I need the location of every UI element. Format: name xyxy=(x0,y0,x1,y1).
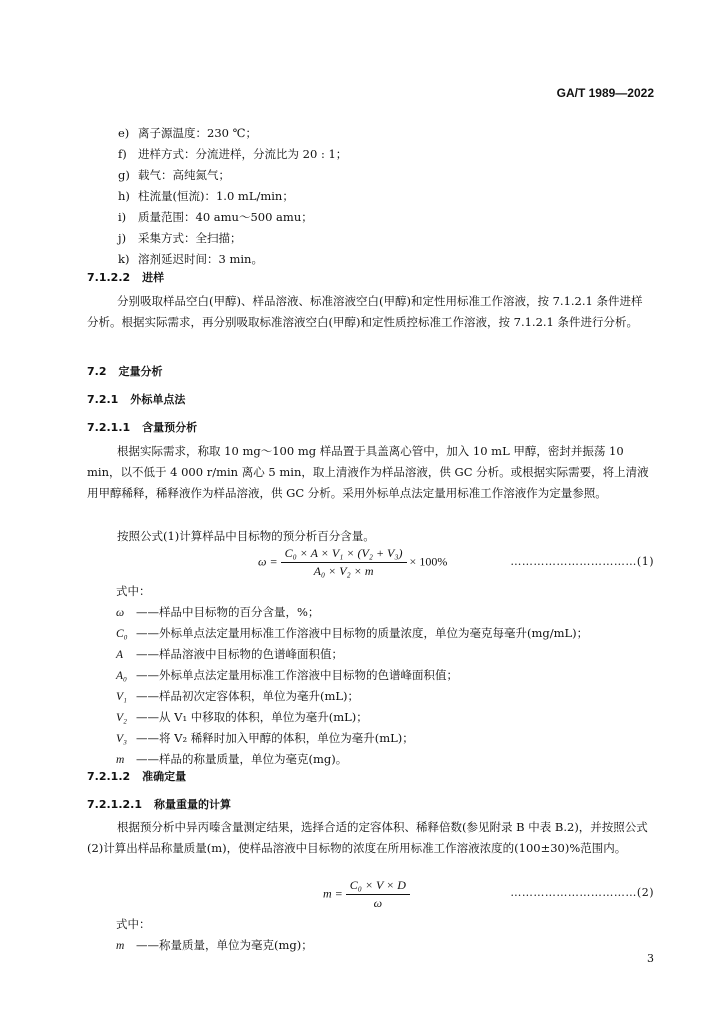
where-label: 式中： xyxy=(116,917,151,931)
definition-row xyxy=(116,730,414,746)
definition-text: ——样品的称量质量，单位为毫克(mg)。 xyxy=(136,752,348,766)
definition-text: ——外标单点法定量用标准工作溶液中目标物的质量浓度，单位为毫克每毫升(mg/mL)； xyxy=(136,626,589,640)
list-item-label: f) xyxy=(118,147,127,161)
definition-symbol: A₀ xyxy=(116,670,128,682)
definition-symbol: V₁ xyxy=(116,691,128,703)
definition-symbol: C₀ xyxy=(116,628,128,640)
formula-lhs: ω = xyxy=(258,554,278,569)
definition-row xyxy=(116,751,347,767)
definition-text: ——样品中目标物的百分含量，%； xyxy=(136,605,320,619)
formula-numerator: C₀ × V × D xyxy=(346,878,410,895)
definition-symbol: V₂ xyxy=(116,712,128,724)
page-number: 3 xyxy=(647,952,654,965)
list-item-label: g) xyxy=(118,168,130,182)
section-number: 7.2.1 xyxy=(87,393,119,406)
list-item xyxy=(118,210,313,224)
paragraph-injection: 分别吸取样品空白(甲醇)、样品溶液、标准溶液空白(甲醇)和定性用标准工作溶液，按 7.1.2.1 条件进样分析。根据实际需求，再分别吸取标准溶液空白(甲醇)和定性质控标准工作溶液，按 7.1.2.1 条件进行分析。 xyxy=(87,294,643,329)
paragraph-formula1-intro: 按照公式(1)计算样品中目标物的预分析百分含量。 xyxy=(117,529,375,543)
section-heading xyxy=(87,419,197,435)
list-item xyxy=(118,126,257,140)
definition-symbol: ω xyxy=(116,607,125,619)
list-item-text: 离子源温度：230 ℃； xyxy=(138,126,257,140)
section-title: 含量预分析 xyxy=(142,421,198,434)
section-number: 7.2.1.1 xyxy=(87,421,131,434)
section-heading xyxy=(87,363,163,379)
section-heading xyxy=(87,768,186,784)
list-item-text: 载气：高纯氮气； xyxy=(138,168,230,182)
section-title: 准确定量 xyxy=(142,770,187,783)
list-item-text: 柱流量(恒流)：1.0 mL/min； xyxy=(138,189,294,203)
formula-lhs: m = xyxy=(323,886,343,901)
list-item-label: e) xyxy=(118,126,130,140)
section-heading xyxy=(87,796,231,812)
list-item-label: i) xyxy=(118,210,127,224)
formula-tail: × 100% xyxy=(409,554,448,569)
definition-symbol: m xyxy=(116,754,125,766)
formula-denominator: A₀ × V₂ × m xyxy=(313,564,374,578)
formula-fraction xyxy=(346,878,410,911)
definition-text: ——样品初次定容体积，单位为毫升(mL)； xyxy=(136,689,360,703)
section-title: 定量分析 xyxy=(118,365,163,378)
formula-denominator: ω xyxy=(373,896,383,910)
list-item xyxy=(118,147,347,161)
definition-row xyxy=(116,709,368,725)
definition-symbol: m xyxy=(116,940,125,952)
section-title: 称量重量的计算 xyxy=(153,798,231,811)
definition-row xyxy=(116,625,588,641)
list-item-text: 进样方式：分流进样，分流比为 20 : 1； xyxy=(138,147,348,161)
definition-row xyxy=(116,646,343,662)
list-item-text: 质量范围：40 amu～500 amu； xyxy=(138,210,313,224)
section-heading xyxy=(87,391,185,407)
definition-row xyxy=(116,937,313,953)
paragraph-weighing: 根据预分析中异丙嗪含量测定结果，选择合适的定容体积、稀释倍数(参见附录 B 中表 B.2)，并按照公式(2)计算出样品称量质量(m)，使样品溶液中目标物的浓度在所用标准工作溶液浓度的(100±30)%范围内。 xyxy=(87,820,648,855)
paragraph-preanalysis: 根据实际需求，称取 10 mg～100 mg 样品置于具盖离心管中，加入 10 mL 甲醇，密封并振荡 10 min，以不低于 4 000 r/min 离心 5 min，取上清液作为样品溶液，供 GC 分析。或根据实际需要，将上清液用甲醇稀释，稀释液作为样品溶液，供 GC 分析。采用外标单点法定量用标准工作溶液作为定量参照。 xyxy=(87,444,649,500)
definition-text: ——将 V₂ 稀释时加入甲醇的体积，单位为毫升(mL)； xyxy=(136,731,414,745)
definition-row xyxy=(116,667,458,683)
definition-text: ——样品溶液中目标物的色谱峰面积值； xyxy=(136,647,343,661)
list-item-label: h) xyxy=(118,189,130,203)
equation-number: ……………………………(1) xyxy=(510,555,654,568)
definition-text: ——外标单点法定量用标准工作溶液中目标物的色谱峰面积值； xyxy=(136,668,458,682)
definition-text: ——从 V₁ 中移取的体积，单位为毫升(mL)； xyxy=(136,710,368,724)
definition-row xyxy=(116,604,319,620)
formula-1 xyxy=(258,546,447,579)
list-item xyxy=(118,231,242,245)
document-code: GA/T 1989—2022 xyxy=(556,86,654,100)
definition-symbol: V₃ xyxy=(116,733,128,745)
list-item xyxy=(118,252,263,266)
definition-symbol: A xyxy=(116,649,124,661)
section-number: 7.1.2.2 xyxy=(87,271,131,284)
definition-row xyxy=(116,688,359,704)
definition-text: ——称量质量，单位为毫克(mg)； xyxy=(136,938,313,952)
formula-numerator: C₀ × A × V₁ × (V₂ + V₃) xyxy=(281,546,407,563)
list-item xyxy=(118,168,230,182)
list-item-text: 溶剂延迟时间：3 min。 xyxy=(138,252,263,266)
section-title: 进样 xyxy=(142,271,165,284)
equation-number: ……………………………(2) xyxy=(510,886,654,899)
list-item-label: j) xyxy=(118,231,127,245)
list-item-label: k) xyxy=(118,252,130,266)
list-item-text: 采集方式：全扫描； xyxy=(138,231,242,245)
list-item xyxy=(118,189,294,203)
section-number: 7.2.1.2.1 xyxy=(87,798,142,811)
formula-fraction xyxy=(281,546,407,579)
section-number: 7.2 xyxy=(87,365,107,378)
formula-2 xyxy=(323,878,410,911)
section-heading xyxy=(87,269,164,285)
section-number: 7.2.1.2 xyxy=(87,770,131,783)
section-title: 外标单点法 xyxy=(130,393,186,406)
where-label: 式中： xyxy=(116,584,151,598)
